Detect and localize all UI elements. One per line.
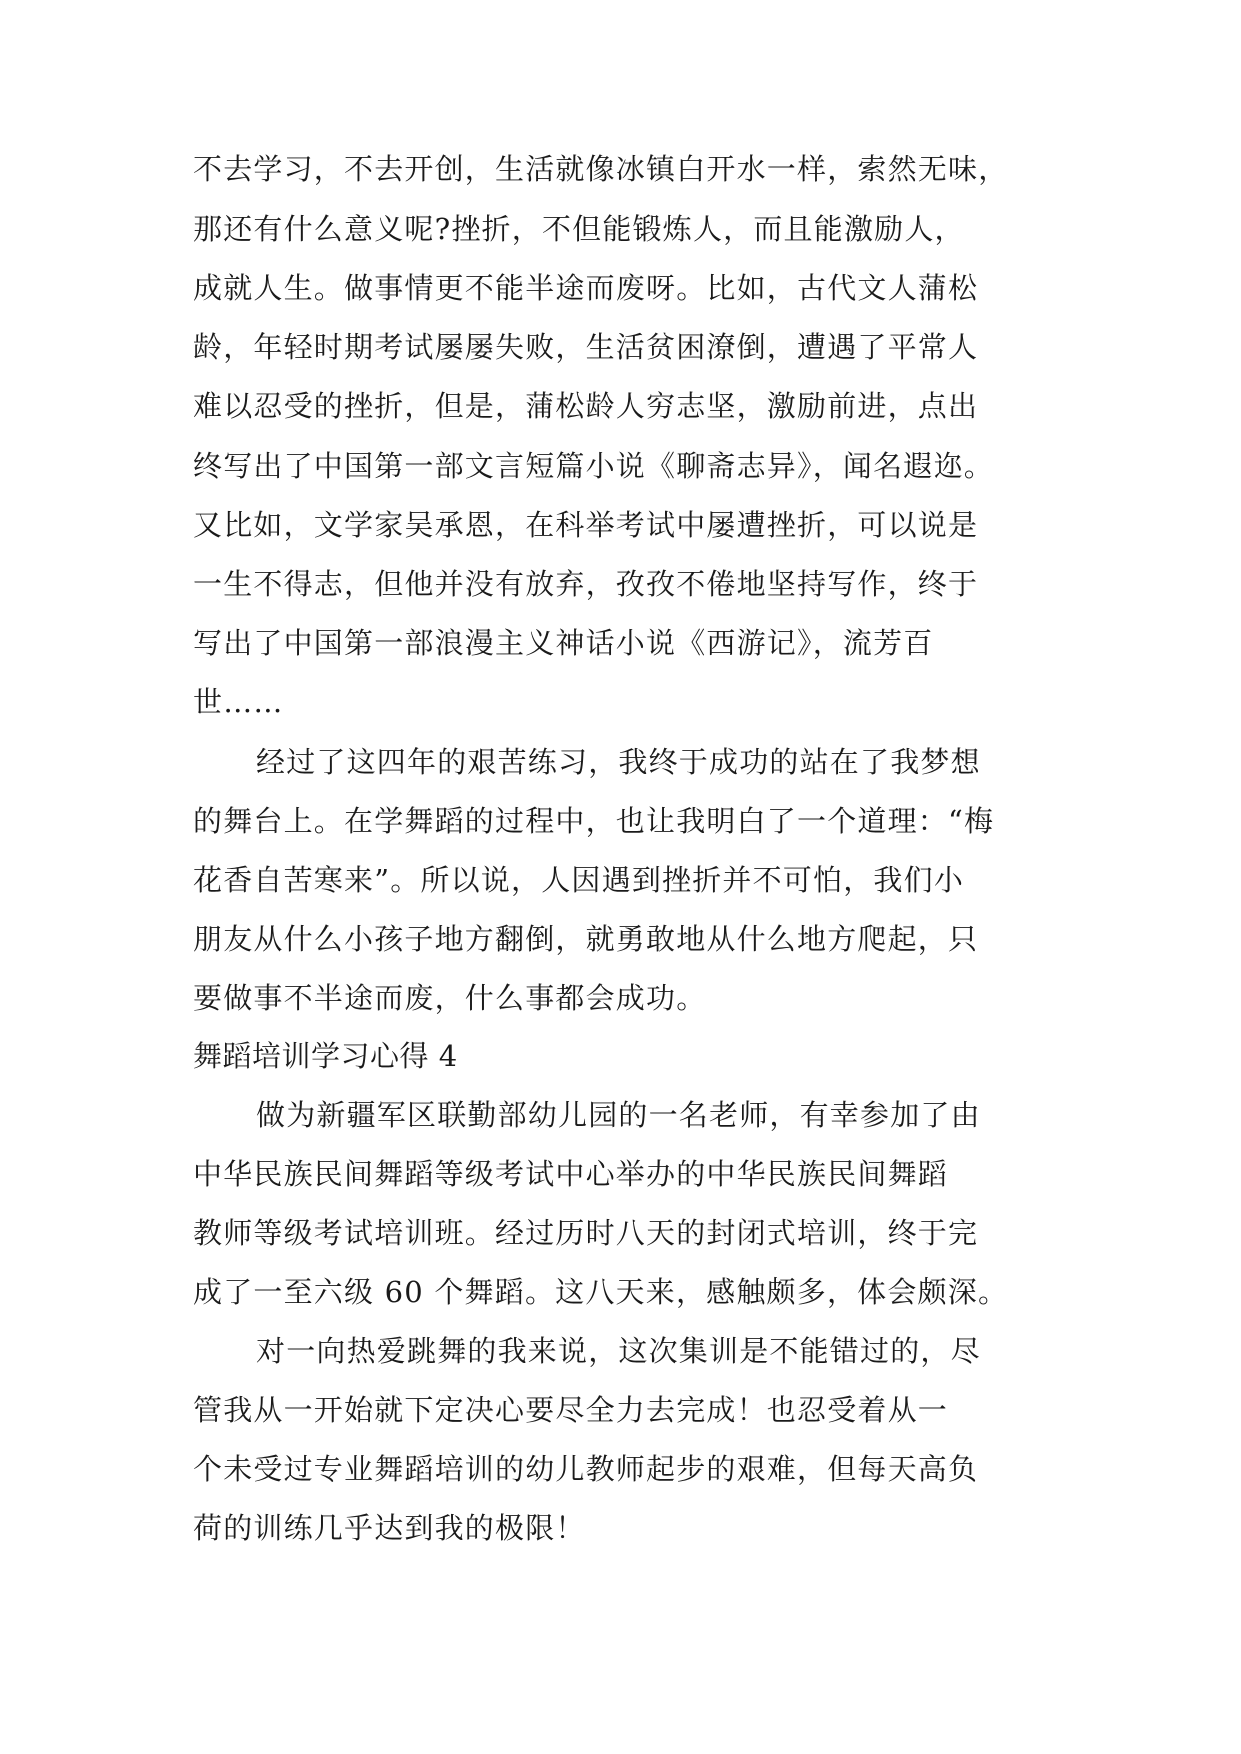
text-line: 朋友从什么小孩子地方翻倒，就勇敢地从什么地方爬起，只	[193, 922, 979, 956]
text-line: 龄，年轻时期考试屡屡失败，生活贫困潦倒，遭遇了平常人	[193, 330, 979, 364]
text-line: 又比如，文学家吴承恩，在科举考试中屡遭挫折，可以说是	[193, 508, 979, 542]
text-line: 不去学习，不去开创，生活就像冰镇白开水一样，索然无味，	[193, 152, 1009, 186]
text-line: 教师等级考试培训班。经过历时八天的封闭式培训，终于完	[193, 1216, 979, 1250]
section-heading: 舞蹈培训学习心得 4	[193, 1039, 458, 1073]
text-line: 荷的训练几乎达到我的极限！	[193, 1511, 586, 1545]
text-line: 一生不得志，但他并没有放弃，孜孜不倦地坚持写作，终于	[193, 567, 979, 601]
text-line: 花香自苦寒来”。所以说，人因遇到挫折并不可怕，我们小	[193, 863, 965, 897]
paragraph-first-line: 对一向热爱跳舞的我来说，这次集训是不能错过的，尽	[256, 1334, 981, 1368]
text-line: 成了一至六级 60 个舞蹈。这八天来，感触颇多，体会颇深。	[193, 1275, 1009, 1309]
text-line: 那还有什么意义呢?挫折，不但能锻炼人，而且能激励人，	[193, 212, 965, 246]
text-line: 的舞台上。在学舞蹈的过程中，也让我明白了一个道理：“梅	[193, 804, 995, 838]
text-line: 个未受过专业舞蹈培训的幼儿教师起步的艰难，但每天高负	[193, 1452, 979, 1486]
text-line: 中华民族民间舞蹈等级考试中心举办的中华民族民间舞蹈	[193, 1157, 949, 1191]
text-line: 世……	[193, 685, 284, 719]
paragraph-first-line: 经过了这四年的艰苦练习，我终于成功的站在了我梦想	[256, 745, 981, 779]
text-line: 要做事不半途而废，什么事都会成功。	[193, 981, 707, 1015]
text-line: 难以忍受的挫折，但是，蒲松龄人穷志坚，激励前进，点出	[193, 389, 979, 423]
text-line: 终写出了中国第一部文言短篇小说《聊斋志异》，闻名遐迩。	[193, 449, 994, 483]
text-line: 管我从一开始就下定决心要尽全力去完成！也忍受着从一	[193, 1393, 949, 1427]
text-line: 写出了中国第一部浪漫主义神话小说《西游记》，流芳百	[193, 626, 934, 660]
text-line: 成就人生。做事情更不能半途而废呀。比如，古代文人蒲松	[193, 271, 979, 305]
paragraph-first-line: 做为新疆军区联勤部幼儿园的一名老师，有幸参加了由	[256, 1098, 981, 1132]
